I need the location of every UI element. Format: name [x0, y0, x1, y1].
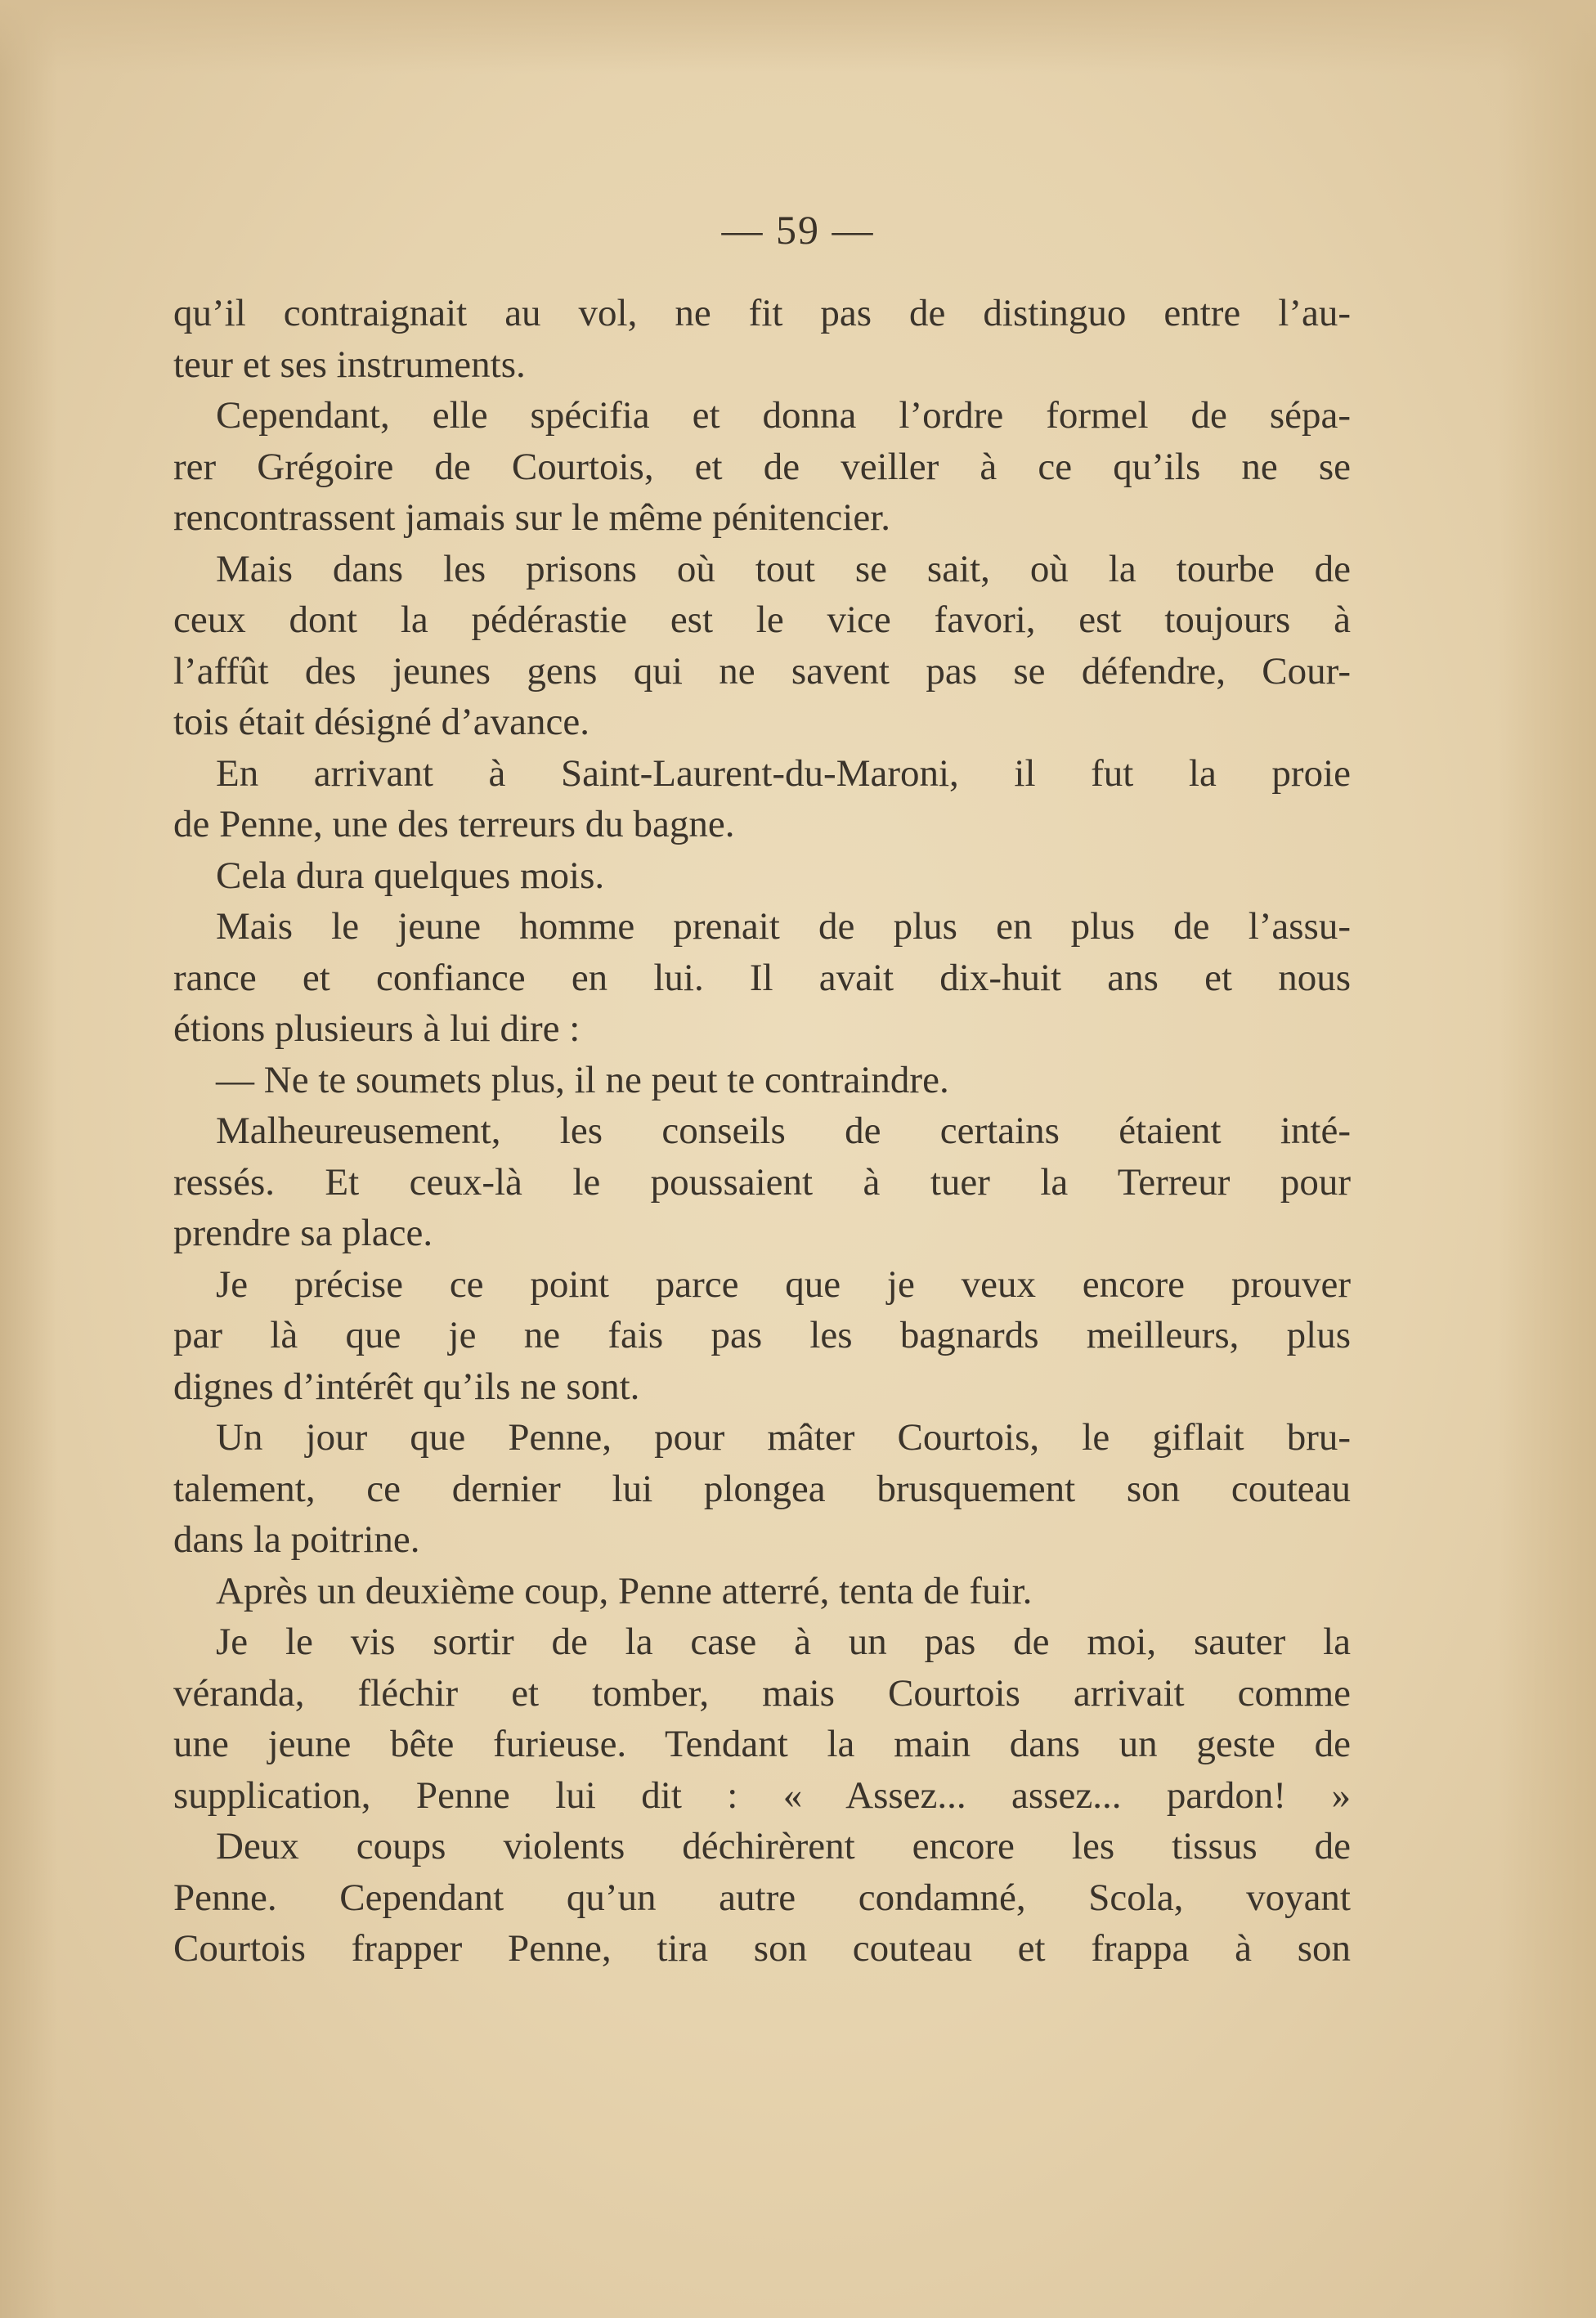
text-line: ceux dont la pédérastie est le vice favori, est toujours à [173, 599, 1351, 641]
page-shadow-top [0, 0, 1596, 74]
text-line: supplication, Penne lui dit : « Assez... assez... pardon! » [173, 1773, 1351, 1817]
text-line: Je précise ce point parce que je veux encore prouver [216, 1262, 1351, 1306]
text-line: une jeune bête furieuse. Tendant la main dans un geste de [173, 1723, 1351, 1765]
text-line: rencontrassent jamais sur le même pénitencier. [173, 496, 891, 539]
page-shadow-left [0, 0, 57, 2318]
text-line: Je le vis sortir de la case à un pas de moi, sauter la [216, 1621, 1351, 1663]
text-line: Malheureusement, les conseils de certains étaient inté- [216, 1110, 1351, 1152]
body-text [173, 288, 1351, 1975]
text-line: Penne. Cependant qu’un autre condamné, Scola, voyant [173, 1876, 1351, 1919]
text-line: Un jour que Penne, pour mâter Courtois, le giflait bru- [216, 1416, 1351, 1459]
text-line: par là que je ne fais pas les bagnards meilleurs, plus [173, 1314, 1351, 1356]
text-line: l’affût des jeunes gens qui ne savent pas se défendre, Cour- [173, 649, 1351, 693]
text-line: véranda, fléchir et tomber, mais Courtois arrivait comme [173, 1671, 1351, 1715]
text-line: En arrivant à Saint-Laurent-du-Maroni, il fut la proie [216, 751, 1351, 795]
page-shadow-right [1498, 0, 1596, 2318]
text-line: Cependant, elle spécifia et donna l’ordre formel de sépa- [216, 394, 1351, 437]
dialogue-line: — Ne te soumets plus, il ne peut te contraindre. [216, 1058, 949, 1101]
text-line: Cela dura quelques mois. [216, 854, 605, 897]
text-line: dignes d’intérêt qu’ils ne sont. [173, 1365, 640, 1408]
text-line: Deux coups violents déchirèrent encore les tissus de [216, 1825, 1351, 1867]
text-line: qu’il contraignait au vol, ne fit pas de distinguo entre l’au- [173, 292, 1351, 334]
text-line: tois était désigné d’avance. [173, 701, 590, 743]
text-line: Mais le jeune homme prenait de plus en plus de l’assu- [216, 905, 1351, 948]
text-line: dans la poitrine. [173, 1518, 420, 1561]
text-line: ressés. Et ceux-là le poussaient à tuer la Terreur pour [173, 1160, 1351, 1204]
text-line: rer Grégoire de Courtois, et de veiller à ce qu’ils ne se [173, 445, 1351, 488]
text-line: prendre sa place. [173, 1212, 433, 1254]
page-number: — 59 — [721, 207, 875, 253]
text-line: Courtois frapper Penne, tira son couteau et frappa à son [173, 1927, 1351, 1970]
text-line: étions plusieurs à lui dire : [173, 1007, 581, 1050]
text-line: rance et confiance en lui. Il avait dix-huit ans et nous [173, 956, 1351, 999]
text-line: de Penne, une des terreurs du bagne. [173, 803, 735, 845]
text-line: teur et ses instruments. [173, 343, 526, 386]
text-line: Après un deuxième coup, Penne atterré, tenta de fuir. [216, 1569, 1033, 1612]
text-line: Mais dans les prisons où tout se sait, où la tourbe de [216, 547, 1351, 590]
text-line: talement, ce dernier lui plongea brusquement son couteau [173, 1467, 1351, 1510]
